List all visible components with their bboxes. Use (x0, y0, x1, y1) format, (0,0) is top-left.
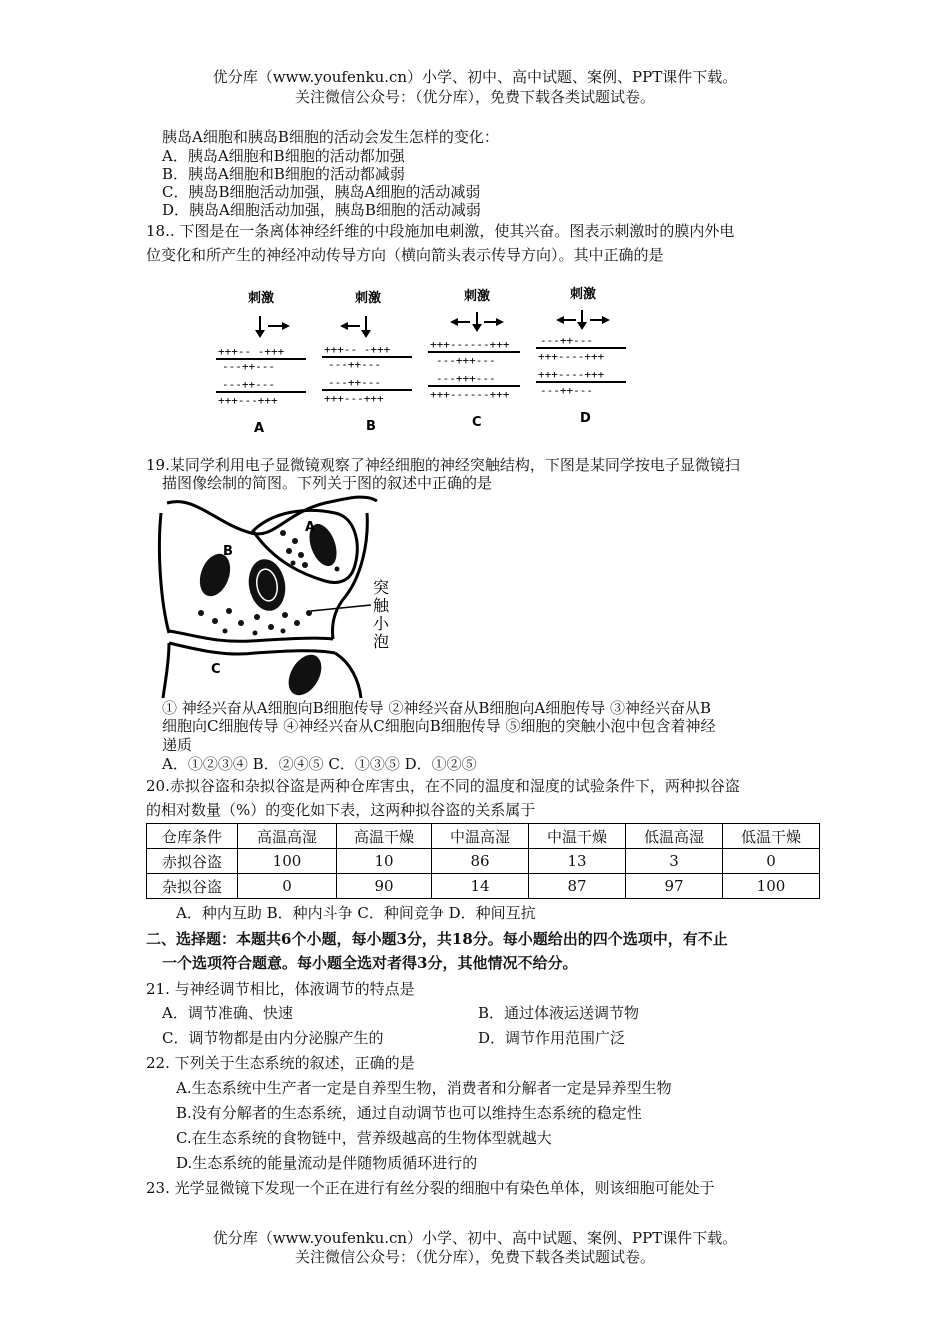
table-cell: 赤拟谷盗 (147, 849, 238, 874)
stimulus-label-d: 刺激 (570, 287, 597, 302)
q22-option-a: A.生态系统中生产者一定是自养型生物，消费者和分解者一定是异养型生物 (176, 1079, 672, 1097)
panel-a-row-2: ---++--- (222, 360, 275, 373)
table-cell: 86 (432, 849, 529, 874)
q19-statement-line-2: 细胞向C细胞传导 ④神经兴奋从C细胞向B细胞传导 ⑤细胞的突触小泡中包含着神经 (162, 717, 716, 735)
table-cell: 100 (238, 849, 337, 874)
panel-b-label: B (366, 419, 376, 434)
svg-text:泡: 泡 (373, 632, 390, 651)
panel-a-row-1: +++-- -+++ (218, 345, 285, 358)
footer-line-1: 优分库（www.youfenku.cn）小学、初中、高中试题、案例、PPT课件下载。 (212, 1229, 738, 1247)
q23-stem: 23. 光学显微镜下发现一个正在进行有丝分裂的细胞中有染色单体，则该细胞可能处于 (146, 1179, 715, 1197)
stimulus-label-b: 刺激 (355, 291, 382, 306)
table-header-cell: 低温高湿 (626, 824, 723, 849)
panel-a-label: A (254, 421, 265, 436)
table-row (147, 874, 820, 899)
panel-d-row-1: ---++--- (540, 334, 593, 347)
section-2-instructions-line-1: 二、选择题：本题共6个小题，每小题3分，共18分。每小题给出的四个选项中，有不止 (146, 930, 728, 948)
q18-stem-line-1: 18.. 下图是在一条离体神经纤维的中段施加电刺激，使其兴奋。图表示刺激时的膜内外电 (146, 222, 735, 240)
header-line-1: 优分库（www.youfenku.cn）小学、初中、高中试题、案例、PPT课件下载。 (212, 68, 738, 86)
q22-stem: 22. 下列关于生态系统的叙述，正确的是 (146, 1054, 415, 1072)
panel-c-row-1: +++------+++ (430, 338, 510, 351)
cell-a-label: A (305, 520, 316, 535)
panel-d-row-2: +++----+++ (538, 350, 605, 363)
q21-option-a: A．调节准确、快速 (162, 1004, 293, 1022)
table-cell: 100 (723, 874, 820, 899)
svg-text:小: 小 (373, 614, 390, 633)
q17-option-d: D．胰岛A细胞活动加强，胰岛B细胞的活动减弱 (162, 201, 481, 219)
table-header-row (147, 824, 820, 849)
table-header-cell: 仓库条件 (147, 824, 238, 849)
table-cell: 0 (723, 849, 820, 874)
panel-d-row-3: +++----+++ (538, 368, 605, 381)
table-cell: 97 (626, 874, 723, 899)
table-cell: 87 (529, 874, 626, 899)
table-header-cell: 高温高湿 (238, 824, 337, 849)
mitochondrion-c (282, 649, 328, 698)
q17-option-b: B．胰岛A细胞和B细胞的活动都减弱 (162, 165, 405, 183)
nerve-fiber-figure (200, 282, 650, 442)
q21-option-b: B．通过体液运送调节物 (478, 1004, 640, 1022)
q19-stem-line-2: 描图像绘制的简图。下列关于图的叙述中正确的是 (162, 474, 493, 492)
panel-d-row-4: ---++--- (540, 384, 593, 397)
panel-b-row-3: ---++--- (328, 376, 381, 389)
q18-stem-line-2: 位变化和所产生的神经冲动传导方向（横向箭头表示传导方向）。其中正确的是 (146, 246, 664, 264)
table-row (147, 849, 820, 874)
q19-statement-line-3: 递质 (162, 736, 193, 754)
q21-stem: 21. 与神经调节相比，体液调节的特点是 (146, 980, 415, 998)
panel-b-row-2: ---++--- (328, 358, 381, 371)
table-header-cell: 高温干燥 (337, 824, 432, 849)
table-header-cell: 中温干燥 (529, 824, 626, 849)
panel-c-row-2: ---+++--- (436, 354, 496, 367)
panel-a (216, 290, 306, 436)
svg-text:触: 触 (373, 596, 390, 615)
table-header-cell: 低温干燥 (723, 824, 820, 849)
q20-stem-line-1: 20.赤拟谷盗和杂拟谷盗是两种仓库害虫，在不同的温度和湿度的试验条件下，两种拟谷盗 (146, 777, 740, 795)
mitochondrion-b-2 (245, 556, 289, 613)
vesicle-callout-line (311, 605, 371, 611)
section-2-instructions-line-2: 一个选项符合题意。每小题全选对者得3分，其他情况不给分。 (162, 954, 578, 972)
table-cell: 13 (529, 849, 626, 874)
panel-d-label: D (580, 411, 591, 426)
q20-stem-line-2: 的相对数量（%）的变化如下表，这两种拟谷盗的关系属于 (146, 801, 536, 819)
synapse-figure (155, 493, 405, 698)
stimulus-label-c: 刺激 (464, 289, 491, 304)
table-header-cell: 中温高湿 (432, 824, 529, 849)
panel-d (536, 286, 626, 426)
q17-stem: 胰岛A细胞和胰岛B细胞的活动会发生怎样的变化： (162, 128, 499, 146)
table-cell: 90 (337, 874, 432, 899)
panel-c-row-3: ---+++--- (436, 372, 496, 385)
table-cell: 杂拟谷盗 (147, 874, 238, 899)
panel-c-label: C (472, 415, 482, 430)
panel-b-row-1: +++-- -+++ (324, 343, 391, 356)
panel-b (322, 290, 412, 434)
q20-data-table (146, 823, 820, 899)
q17-option-a: A．胰岛A细胞和B细胞的活动都加强 (162, 147, 405, 165)
q19-statement-line-1: ① 神经兴奋从A细胞向B细胞传导 ②神经兴奋从B细胞向A细胞传导 ③神经兴奋从B (162, 699, 712, 717)
panel-a-row-4: +++---+++ (218, 394, 278, 407)
panel-c (428, 288, 520, 430)
footer-line-2: 关注微信公众号：（优分库），免费下载各类试题试卷。 (294, 1248, 655, 1266)
q19-options: A．①②③④ B．②④⑤ C．①③⑤ D．①②⑤ (162, 755, 477, 773)
cell-b-label: B (223, 544, 233, 559)
cell-c-label: C (211, 662, 221, 677)
table-cell: 10 (337, 849, 432, 874)
svg-text:突: 突 (373, 578, 390, 597)
stimulus-label-a: 刺激 (248, 291, 275, 306)
q22-option-b: B.没有分解者的生态系统，通过自动调节也可以维持生态系统的稳定性 (176, 1104, 642, 1122)
q21-option-d: D．调节作用范围广泛 (478, 1029, 626, 1047)
vesicle-callout-text (373, 578, 390, 651)
q19-stem-line-1: 19.某同学利用电子显微镜观察了神经细胞的神经突触结构，下图是某同学按电子显微镜扫 (146, 456, 740, 474)
panel-b-row-4: +++---+++ (324, 392, 384, 405)
panel-a-row-3: ---++--- (222, 378, 275, 391)
table-cell: 14 (432, 874, 529, 899)
q22-option-d: D.生态系统的能量流动是伴随物质循环进行的 (176, 1154, 478, 1172)
header-line-2: 关注微信公众号：（优分库），免费下载各类试题试卷。 (294, 88, 655, 106)
table-cell: 3 (626, 849, 723, 874)
q22-option-c: C.在生态系统的食物链中，营养级越高的生物体型就越大 (176, 1129, 552, 1147)
q17-option-c: C．胰岛B细胞活动加强，胰岛A细胞的活动减弱 (162, 183, 481, 201)
panel-c-row-4: +++------+++ (430, 388, 510, 401)
q20-options: A．种内互助 B．种内斗争 C．种间竞争 D．种间互抗 (176, 904, 536, 922)
table-cell: 0 (238, 874, 337, 899)
q21-option-c: C．调节物都是由内分泌腺产生的 (162, 1029, 384, 1047)
